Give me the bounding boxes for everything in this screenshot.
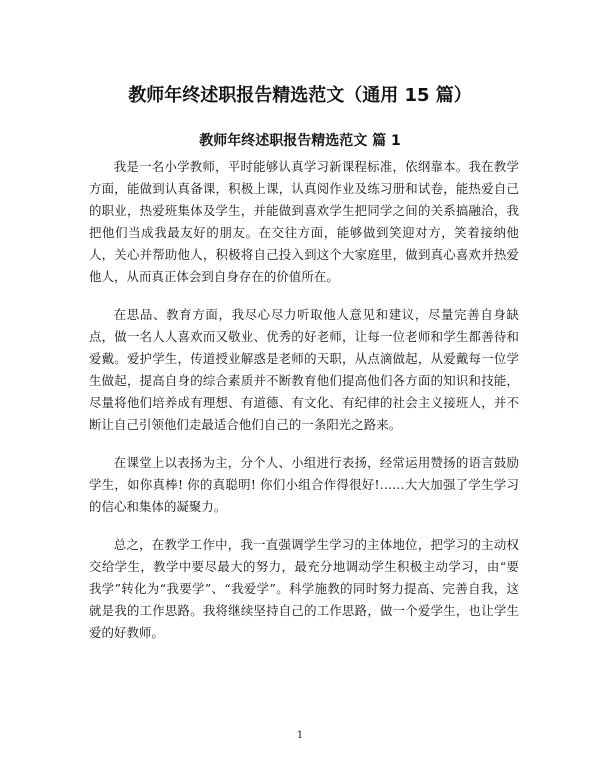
paragraph-4: 总之，在教学工作中，我一直强调学生学习的主体地位，把学习的主动权交给学生，教学中要尽最大的努力，最充分地调动学生积极主动学习，由“要我学”转化为“我要学”、“我爱学”。科学施教的同时努力提高、完善自我，这就是我的工作思路。我将继续坚持自己的工作思路，做一个爱学生，也让学生爱的好教师。 <box>89 537 519 640</box>
document-title: 教师年终述职报告精选范文（通用 15 篇） <box>128 85 472 106</box>
paragraph-3: 在课堂上以表扬为主，分个人、小组进行表扬，经常运用赞扬的语言鼓励学生，如你真棒! 你的真聪明! 你们小组合作得很好!……大大加强了学生学习的信心和集体的凝聚力。 <box>89 455 519 514</box>
document-body <box>89 156 519 660</box>
paragraph-2: 在思品、教育方面，我尽心尽力听取他人意见和建议，尽量完善自身缺点，做一名人人喜欢而又敬业、优秀的好老师，让每一位老师和学生都善待和爱戴。爱护学生，传道授业解惑是老师的天职，从点滴做起，从爱戴每一位学生做起，提高自身的综合素质并不断教育他们提高他们各方面的知识和技能，尽量将他们培养成有理想、有道德、有文化、有纪律的社会主义接班人，并不断让自己引领他们走最适合他们自己的一条阳光之路来。 <box>89 307 519 432</box>
page-number: 1 <box>296 730 304 741</box>
paragraph-1: 我是一名小学教师，平时能够认真学习新课程标准，依纲靠本。我在教学方面，能做到认真备课，积极上课，认真阅作业及练习册和试卷，能热爱自己的职业，热爱班集体及学生，并能做到喜欢学生把同学之间的关系搞融洽，我把他们当成我最友好的朋友。在交往方面，能够做到笑迎对方，笑着接纳他人，关心并帮助他人，积极将自己投入到这个大家庭里，做到真心喜欢并热爱他人，从而真正体会到自身存在的价值所在。 <box>89 159 519 284</box>
section-title: 教师年终述职报告精选范文 篇 1 <box>199 133 401 149</box>
